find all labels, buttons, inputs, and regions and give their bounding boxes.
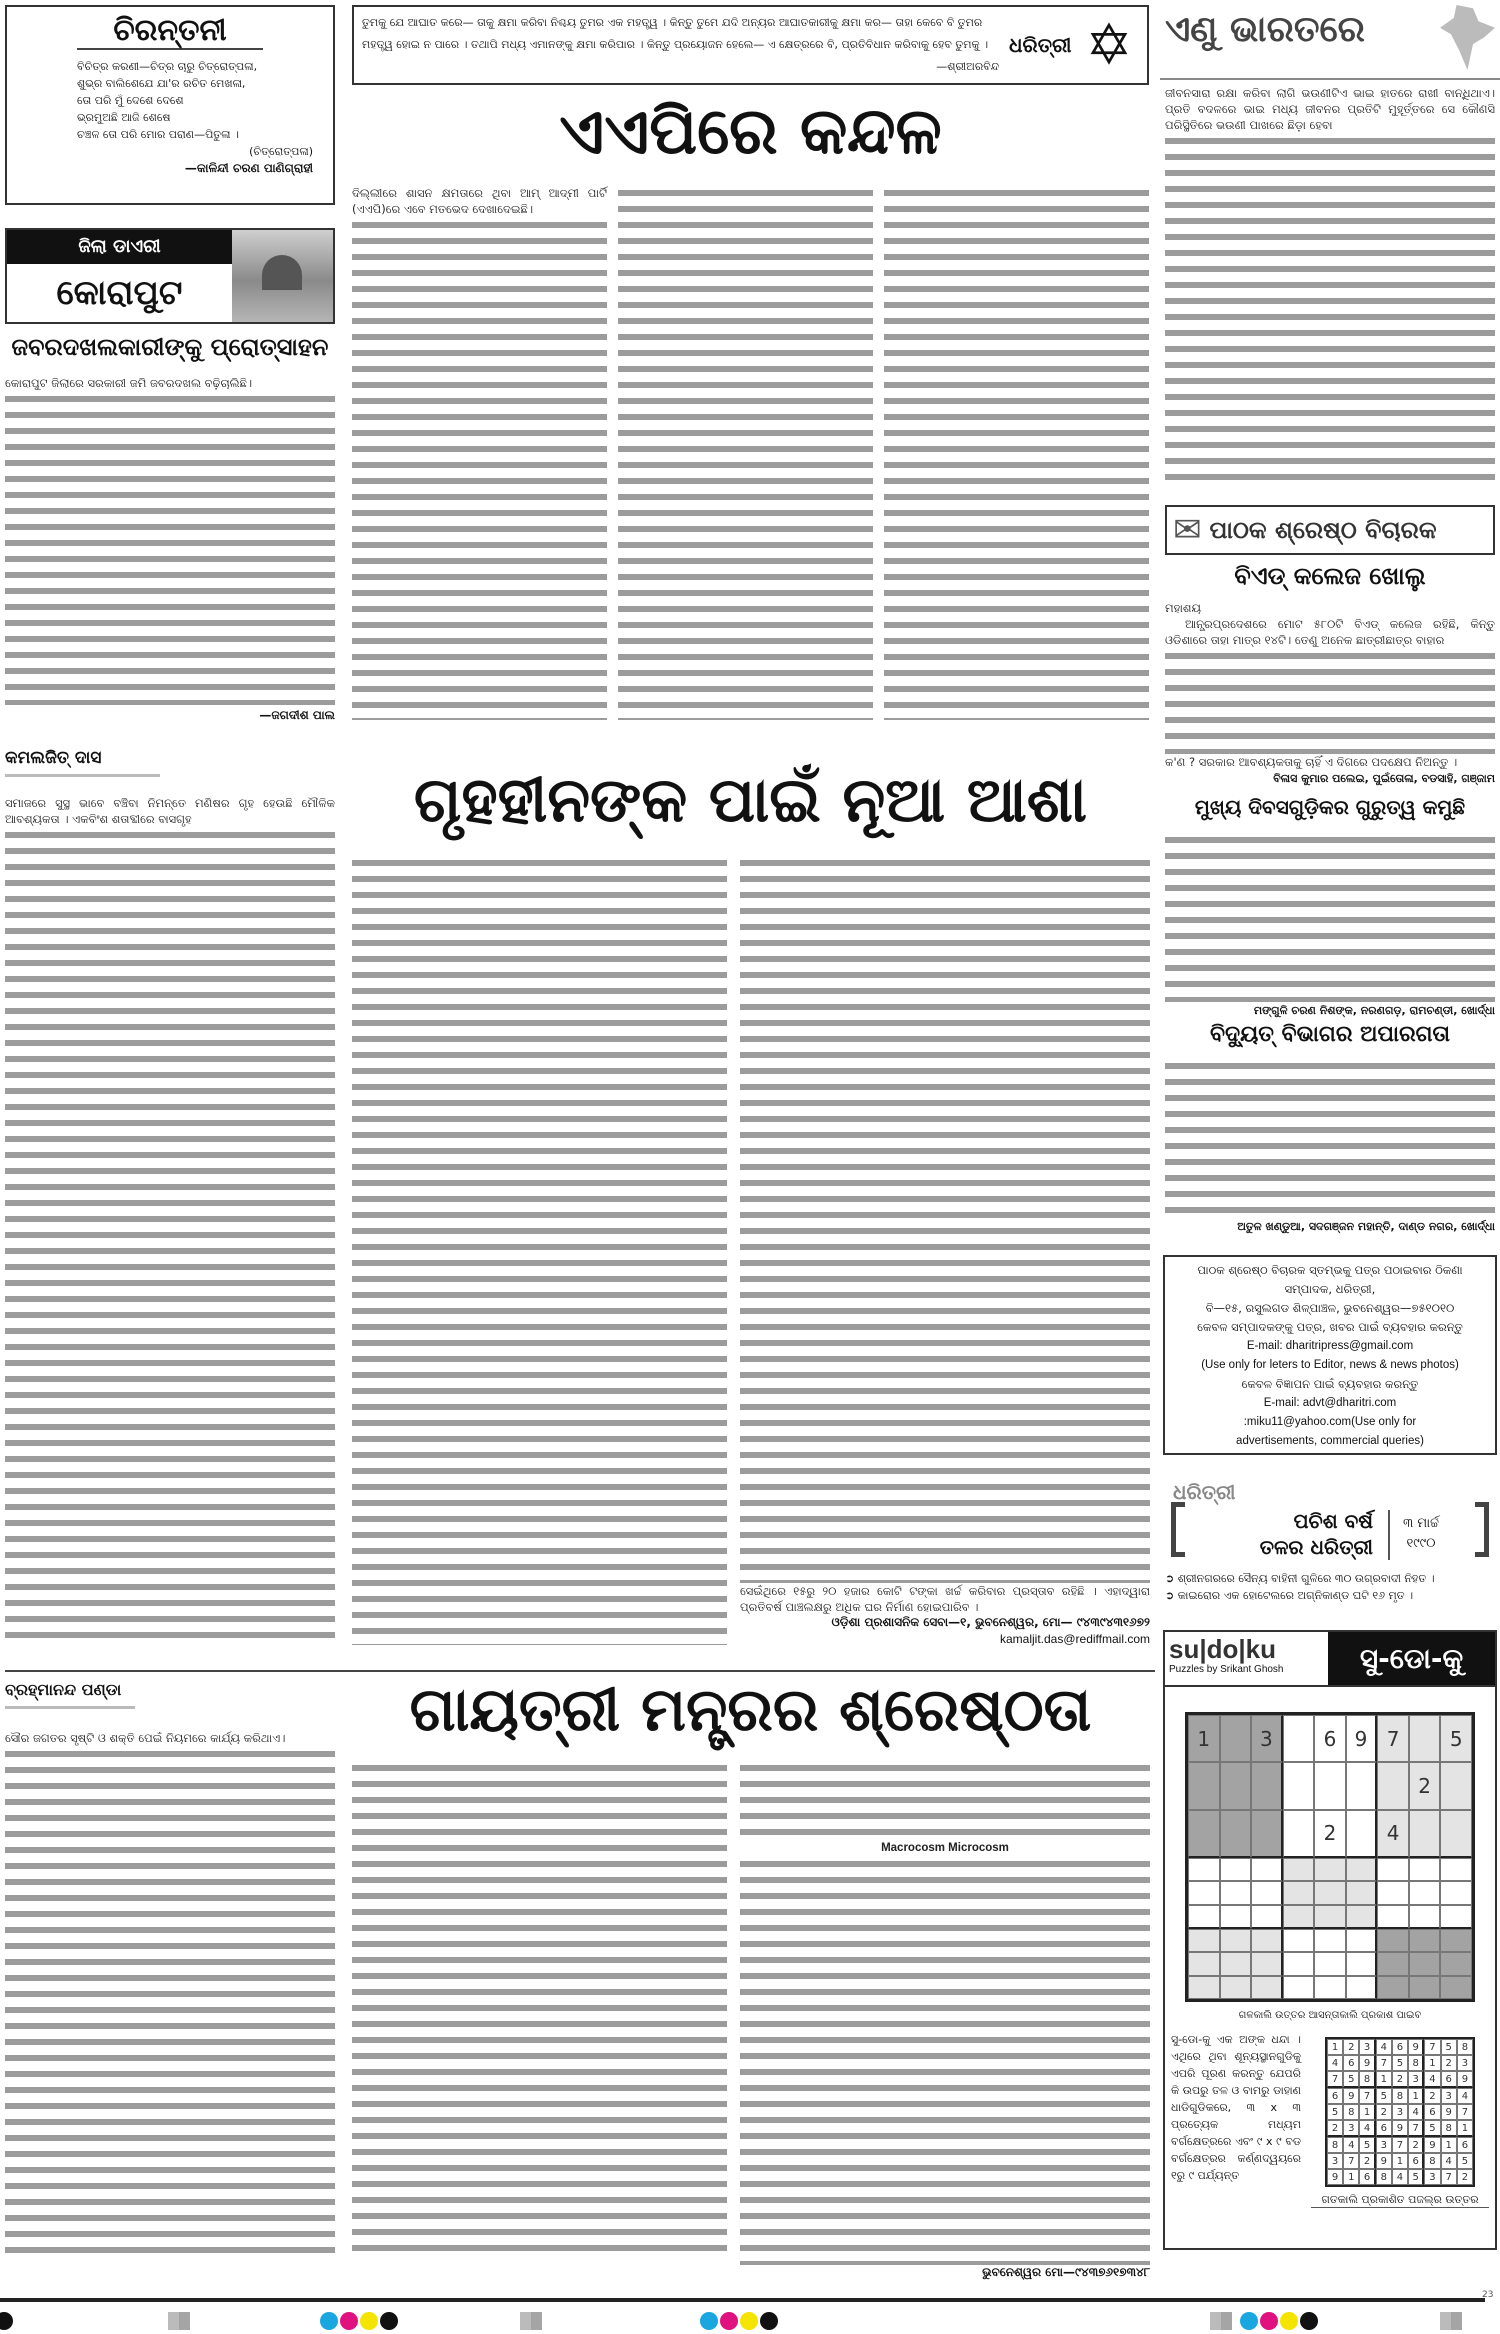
- solution-cell: 6: [1359, 2169, 1375, 2185]
- solution-cell: 8: [1343, 2104, 1359, 2120]
- district-lead: କୋରାପୁଟ ଜିଲାରେ ସରକାରୀ ଜମି ଜବରଦଖଲ ବଢ଼ିଚାଲିଛି।: [5, 376, 253, 390]
- arrow-bullet-icon: ➲: [1165, 1589, 1178, 1602]
- sudoku-cell[interactable]: [1220, 1905, 1252, 1929]
- sudoku-cell[interactable]: [1409, 1905, 1441, 1929]
- sudoku-cell[interactable]: [1314, 1881, 1346, 1904]
- solution-cell: 7: [1359, 2088, 1375, 2104]
- letters-section-title: ପାଠକ ଶ୍ରେଷ୍ଠ ବିଚାରକ: [1209, 516, 1437, 544]
- solution-cell: 4: [1441, 2153, 1457, 2169]
- sudoku-cell[interactable]: [1283, 1810, 1315, 1858]
- color-dots-icon: [1240, 2312, 1320, 2334]
- solution-cell: 9: [1343, 2088, 1359, 2104]
- solution-cell: 4: [1343, 2137, 1359, 2153]
- solution-cell: 8: [1376, 2169, 1392, 2185]
- solution-cell: 8: [1359, 2071, 1375, 2088]
- feature2-headline: ଗାୟତ୍ରୀ ମନ୍ତ୍ରର ଶ୍ରେଷ୍ଠତା: [409, 1675, 1092, 1745]
- solution-cell: 9: [1327, 2169, 1343, 2185]
- sudoku-cell[interactable]: [1251, 1952, 1283, 1975]
- archive-logo: ଧରିତ୍ରୀ: [1173, 1480, 1236, 1504]
- sudoku-cell[interactable]: [1409, 1976, 1441, 1999]
- sudoku-cell[interactable]: 2: [1409, 1762, 1441, 1809]
- page-number: 23: [1482, 2290, 1494, 2300]
- solution-cell: 3: [1441, 2088, 1457, 2104]
- sudoku-cell[interactable]: [1346, 1952, 1378, 1975]
- solution-cell: 4: [1457, 2088, 1473, 2104]
- color-dots-icon: [320, 2312, 400, 2334]
- sudoku-cell[interactable]: [1409, 1810, 1441, 1858]
- sudoku-box: [1163, 1630, 1497, 2250]
- letters-section-header: [1165, 505, 1495, 555]
- article-body-text: [740, 855, 1150, 1583]
- district-diary-label: ଜିଲା ଡାଏରୀ: [7, 230, 232, 264]
- sudoku-cell[interactable]: [1188, 1976, 1220, 1999]
- sudoku-cell[interactable]: [1220, 1762, 1252, 1809]
- solution-cell: 7: [1457, 2104, 1473, 2120]
- sudoku-cell[interactable]: [1346, 1858, 1378, 1881]
- archive-title: ପଚିଶ ବର୍ଷ: [1293, 1509, 1373, 1533]
- solution-cell: 9: [1359, 2055, 1375, 2071]
- solution-cell: 3: [1424, 2169, 1440, 2185]
- feature-closing: ସେଇଁଥିରେ ୧୫ରୁ ୨୦ ହଜାର କୋଟି ଟଙ୍କା ଖର୍ଚ୍ଚ କରିବାର ପ୍ରସ୍ତାବ ରହିଛି । ଏହାଦ୍ୱାରା ପ୍ରତିବର୍ଷ ପାଞ୍ଚଲକ୍ଷରୁ ଅଧିକ ଘର ନିର୍ମାଣ ହୋଇପାରିବ ।: [740, 1584, 1150, 1614]
- solution-cell: 5: [1359, 2137, 1375, 2153]
- solution-cell: 6: [1457, 2137, 1473, 2153]
- sudoku-cell[interactable]: [1251, 1905, 1283, 1929]
- sudoku-cell[interactable]: [1314, 1762, 1346, 1809]
- solution-cell: 3: [1457, 2055, 1473, 2071]
- sudoku-cell[interactable]: [1440, 1929, 1472, 1952]
- color-dots-icon: [0, 2312, 15, 2334]
- solution-cell: 5: [1343, 2071, 1359, 2088]
- sudoku-cell[interactable]: [1314, 1952, 1346, 1975]
- feature-lead: ସମାଜରେ ସୁସ୍ଥ ଭାବେ ବଞ୍ଚିବା ନିମନ୍ତେ ମଣିଷର ଗୃହ ହେଉଛି ମୌଳିକ ଆବଶ୍ୟକତା । ଏକବିଂଶ ଶତାବ୍ଦୀରେ ବାସଗୃହ: [5, 796, 335, 826]
- sudoku-cell[interactable]: [1188, 1810, 1220, 1858]
- feature2-author: ବ୍ରହ୍ମାନନ୍ଦ ପଣ୍ଡା: [5, 1680, 135, 1709]
- poem-line: ବିଚିତ୍ର କରଣୀ—ଚିତ୍ର ଚାରୁ ଚିତ୍ରୋତ୍ପଳା,: [77, 60, 258, 73]
- solution-cell: 1: [1343, 2169, 1359, 2185]
- feature2-author-info: ଭୁବନେଶ୍ୱର ମୋ—୯୪୩୭୬୧୭୩୪୮: [982, 2265, 1150, 2279]
- sudoku-cell[interactable]: [1377, 1905, 1409, 1929]
- sudoku-cell[interactable]: [1220, 1881, 1252, 1904]
- sudoku-cell[interactable]: [1440, 1810, 1472, 1858]
- solution-cell: 8: [1408, 2055, 1424, 2071]
- envelope-pen-icon: ✉: [1173, 510, 1202, 550]
- archive-box: [1163, 1480, 1497, 1565]
- solution-cell: 1: [1457, 2120, 1473, 2137]
- sudoku-cell[interactable]: [1440, 1881, 1472, 1904]
- sudoku-cell[interactable]: [1251, 1858, 1283, 1881]
- article-body-text: [1165, 133, 1495, 490]
- sudoku-cell[interactable]: [1440, 1762, 1472, 1809]
- solution-cell: 7: [1408, 2120, 1424, 2137]
- solution-caption: ଗତକାଲି ପ୍ରକାଶିତ ପଜଲ୍‌ର ଉତ୍ତର: [1311, 2193, 1489, 2208]
- solution-cell: 3: [1408, 2071, 1424, 2088]
- poem-line: ଶୁଭ୍ର ବାଲିଶେଯେ ଯା'ର ରଚିତ ମେଖଳା,: [77, 77, 246, 90]
- poem-line: ଭ୍ରମୁଅଛି ଆଜି ଶେଷେ: [77, 111, 171, 124]
- star-emblem-icon: ✡: [1085, 13, 1133, 78]
- sudoku-cell[interactable]: [1377, 1881, 1409, 1904]
- dharitri-logo: ଧରିତ୍ରୀ: [1009, 33, 1072, 57]
- sudoku-cell[interactable]: [1440, 1858, 1472, 1881]
- sudoku-cell[interactable]: [1188, 1762, 1220, 1809]
- solution-cell: 4: [1376, 2039, 1392, 2055]
- sudoku-cell[interactable]: [1409, 1858, 1441, 1881]
- sudoku-cell[interactable]: [1346, 1976, 1378, 1999]
- archive-item: ➲ ଶ୍ରୀନଗରରେ ସୈନ୍ୟ ବାହିନୀ ଗୁଳିରେ ୩୦ ଉଗ୍ରବାଦୀ ନିହତ ।: [1165, 1572, 1435, 1585]
- article-body-text: [352, 217, 607, 720]
- sudoku-cell[interactable]: [1283, 1905, 1315, 1929]
- solution-cell: 6: [1441, 2071, 1457, 2088]
- sudoku-cell[interactable]: [1283, 1952, 1315, 1975]
- sudoku-cell[interactable]: [1283, 1881, 1315, 1904]
- sudoku-cell[interactable]: [1220, 1810, 1252, 1858]
- footer-rule: [0, 2298, 1485, 2302]
- solution-cell: 7: [1424, 2039, 1440, 2055]
- feature-author: କମଲଜିତ୍ ଦାସ: [5, 748, 160, 777]
- section-title: ଏଣୁ ଭାରତରେ: [1165, 9, 1365, 50]
- article-body-text: [352, 855, 727, 1645]
- address-line: advertisements, commercial queries): [1236, 1435, 1424, 1447]
- sudoku-brand: su|do|ku: [1169, 1634, 1276, 1664]
- solution-cell: 9: [1441, 2104, 1457, 2120]
- solution-cell: 2: [1327, 2120, 1343, 2137]
- sudoku-cell[interactable]: [1251, 1976, 1283, 1999]
- sudoku-cell[interactable]: [1314, 1905, 1346, 1929]
- archive-title: ତଳର ଧରିତ୍ରୀ: [1259, 1535, 1373, 1559]
- gray-square-icon: [168, 2312, 190, 2330]
- article-body-text: [884, 185, 1149, 720]
- chirantani-title: ଚିରନ୍ତନୀ: [77, 13, 263, 50]
- letter-signature: ବିଳାସ କୁମାର ପଲେଇ, ପୁଇଁତୋଳା, ବଡସାହି, ଗଞ୍ଜାମ: [1273, 772, 1495, 785]
- lead-story-lead: ଦିଲ୍ଲୀରେ ଶାସନ କ୍ଷମତାରେ ଥିବା ଆମ୍ ଆଦ୍‌ମୀ ପାର୍ଟି (ଏଏପି)ରେ ଏବେ ମତଭେଦ ଦେଖାଦେଇଛି।: [352, 186, 607, 216]
- letter-signature: ମଙ୍ଗୁଳି ଚରଣ ନିଶଙ୍କ, ନରଣଗଡ଼, ରାମଚଣ୍ଡୀ, ଖୋର୍ଦ୍ଧା: [1253, 1004, 1495, 1017]
- solution-cell: 6: [1424, 2104, 1440, 2120]
- sudoku-cell[interactable]: 5: [1440, 1715, 1472, 1762]
- editor-email-link[interactable]: E-mail: dharitripress@gmail.com: [1246, 1340, 1414, 1352]
- sudoku-cell[interactable]: [1220, 1858, 1252, 1881]
- solution-cell: 7: [1327, 2071, 1343, 2088]
- sudoku-cell[interactable]: 2: [1314, 1810, 1346, 1858]
- sudoku-cell[interactable]: [1188, 1858, 1220, 1881]
- sudoku-cell[interactable]: [1283, 1858, 1315, 1881]
- address-line: ସମ୍ପାଦକ, ଧରିତ୍ରୀ,: [1284, 1282, 1376, 1296]
- solution-cell: 4: [1392, 2169, 1408, 2185]
- yahoo-email-link[interactable]: :miku11@yahoo.com(Use only for: [1243, 1416, 1417, 1428]
- solution-cell: 3: [1327, 2153, 1343, 2169]
- sudoku-cell[interactable]: [1251, 1762, 1283, 1809]
- sudoku-cell[interactable]: [1440, 1952, 1472, 1975]
- solution-cell: 1: [1424, 2055, 1440, 2071]
- sudoku-cell[interactable]: [1314, 1929, 1346, 1952]
- solution-cell: 6: [1327, 2088, 1343, 2104]
- address-box: [1163, 1255, 1497, 1455]
- quote-author: —ଶ୍ରୀଅରବିନ୍ଦ: [936, 60, 999, 73]
- solution-cell: 1: [1392, 2153, 1408, 2169]
- solution-cell: 7: [1392, 2137, 1408, 2153]
- article-body-text: [1165, 648, 1495, 754]
- sudoku-cell[interactable]: 1: [1188, 1715, 1220, 1762]
- advt-email-link[interactable]: E-mail: advt@dharitri.com: [1263, 1397, 1397, 1409]
- solution-cell: 3: [1376, 2137, 1392, 2153]
- solution-cell: 6: [1392, 2039, 1408, 2055]
- quote-text: ତୁମକୁ ଯେ ଆଘାତ କରେ— ତାକୁ କ୍ଷମା କରିବା ନିଶ୍ଚୟ ତୁମର ଏକ ମହତ୍ତ୍ୱ । କିନ୍ତୁ ତୁମେ ଯଦି ଅନ୍ୟର ଆଘାତକାରୀକୁ କ୍ଷମା କର— ତାହା କେବେ ବି ତୁମର ମହତ୍ତ୍ୱ ହୋଇ ନ ପାରେ । ତଥାପି ମଧ୍ୟ ଏମାନଙ୍କୁ କ୍ଷମା କରିପାର । କିନ୍ତୁ ପ୍ରୟୋଜନ ହେଲେ— ଏ କ୍ଷେତ୍ରରେ ବି, ପ୍ରତିବିଧାନ କରିବାକୁ ହେବ ତୁମକୁ ।: [362, 16, 989, 51]
- sudoku-cell[interactable]: [1220, 1929, 1252, 1952]
- sudoku-cell[interactable]: [1346, 1762, 1378, 1809]
- archive-date: ୩ ମାର୍ଚ୍ଚ: [1403, 1516, 1439, 1531]
- archive-date: ୧୯୯୦: [1406, 1536, 1436, 1551]
- letter-title: ବିଦ୍ୟୁତ୍ ବିଭାଗର ଅପାରଗତା: [1209, 1022, 1451, 1047]
- solution-cell: 5: [1457, 2153, 1473, 2169]
- sudoku-cell[interactable]: [1220, 1976, 1252, 1999]
- address-line: ବି—୧୫, ରସୁଲଗଡ ଶିଳ୍ପାଞ୍ଚଳ, ଭୁବନେଶ୍ୱର—୭୫୧୦୧୦: [1205, 1301, 1455, 1315]
- sudoku-cell[interactable]: [1377, 1952, 1409, 1975]
- sudoku-cell[interactable]: [1409, 1929, 1441, 1952]
- article-body-text: [618, 185, 873, 720]
- sudoku-cell[interactable]: [1188, 1881, 1220, 1904]
- solution-cell: 1: [1376, 2071, 1392, 2088]
- poem-author: —କାଳିନ୍ଦୀ ଚରଣ ପାଣିଗ୍ରାହୀ: [184, 161, 313, 175]
- article-body-text: [5, 827, 335, 1645]
- sudoku-cell[interactable]: [1314, 1858, 1346, 1881]
- solution-cell: 7: [1343, 2153, 1359, 2169]
- article-body-text: [5, 1746, 335, 2260]
- solution-cell: 2: [1424, 2088, 1440, 2104]
- sudoku-cell[interactable]: [1440, 1976, 1472, 1999]
- sudoku-credit: Puzzles by Srikant Ghosh: [1169, 1664, 1284, 1675]
- article-body-text: [1165, 832, 1495, 1002]
- solution-cell: 8: [1327, 2137, 1343, 2153]
- sudoku-cell[interactable]: [1188, 1952, 1220, 1975]
- feature2-terms: Macrocosm Microcosm: [881, 1842, 1009, 1854]
- sudoku-cell[interactable]: [1251, 1929, 1283, 1952]
- right-top-lead: ଜୀବନସାରା ରକ୍ଷା କରିବା ଲାଗି ଭଉଣୀଟିଏ ଭାଇ ହାତରେ ରାଖୀ ବାନ୍ଧିଥାଏ। ପ୍ରତି ବଦଳରେ ଭାଇ ମଧ୍ୟ ଜୀବନର ପ୍ରତିଟି ମୁହୂର୍ତ୍ତରେ ସେ କୌଣସି ପରିସ୍ଥିତିରେ ଭଉଣୀ ପାଖରେ ଛିଡ଼ା ହେବା: [1165, 86, 1495, 132]
- solution-cell: 8: [1424, 2153, 1440, 2169]
- solution-cell: 7: [1441, 2169, 1457, 2185]
- solution-cell: 9: [1424, 2137, 1440, 2153]
- solution-cell: 9: [1392, 2120, 1408, 2137]
- solution-cell: 1: [1359, 2104, 1375, 2120]
- poem-line: ତୋ ପରି ମୁଁ ଦେଶେ ଦେଶେ: [77, 94, 184, 107]
- temple-photo: [232, 230, 333, 322]
- sudoku-cell[interactable]: [1377, 1858, 1409, 1881]
- article-body-text: [5, 391, 335, 705]
- feature-headline: ଗୃହହୀନଙ୍କ ପାଇଁ ନୂଆ ଆଶା: [413, 763, 1088, 836]
- sudoku-caption: ଗଳକାଲି ଉତ୍ତର ଆସନ୍ତାକାଲି ପ୍ରକାଶ ପାଇବ: [1238, 2010, 1422, 2021]
- sudoku-cell[interactable]: [1220, 1952, 1252, 1975]
- solution-cell: 2: [1359, 2153, 1375, 2169]
- feature-email[interactable]: kamaljit.das@rediffmail.com: [999, 1632, 1150, 1646]
- solution-cell: 4: [1327, 2055, 1343, 2071]
- chirantani-box: [5, 5, 335, 205]
- feature-author-info: ଓଡ଼ିଶା ପ୍ରଶାସନିକ ସେବା—୧, ଭୁବନେଶ୍ୱର, ମୋ— ୯୪୩୯୪୩୧୬୭୨: [831, 1615, 1150, 1629]
- sudoku-cell[interactable]: 7: [1377, 1715, 1409, 1762]
- quote-box: [352, 5, 1149, 85]
- solution-cell: 5: [1376, 2088, 1392, 2104]
- gray-square-icon: [1440, 2312, 1462, 2330]
- solution-cell: 3: [1392, 2104, 1408, 2120]
- sudoku-cell[interactable]: [1251, 1881, 1283, 1904]
- sudoku-cell[interactable]: [1346, 1905, 1378, 1929]
- sudoku-cell[interactable]: 3: [1251, 1715, 1283, 1762]
- sudoku-cell[interactable]: [1440, 1905, 1472, 1929]
- solution-cell: 2: [1392, 2071, 1408, 2088]
- sudoku-cell[interactable]: [1283, 1762, 1315, 1809]
- solution-cell: 9: [1376, 2153, 1392, 2169]
- sudoku-cell[interactable]: [1220, 1715, 1252, 1762]
- district-headline: ଜବରଦଖଲକାରୀଙ୍କୁ ପ୍ରୋତ୍ସାହନ: [11, 333, 329, 361]
- solution-cell: 6: [1343, 2055, 1359, 2071]
- solution-cell: 4: [1424, 2071, 1440, 2088]
- sudoku-cell[interactable]: [1377, 1976, 1409, 1999]
- article-body-text: [740, 1760, 1150, 1840]
- sudoku-puzzle-grid[interactable]: [1185, 1712, 1475, 2002]
- sudoku-cell[interactable]: [1283, 1929, 1315, 1952]
- gray-square-icon: [520, 2312, 542, 2330]
- poem-line: ଚଞ୍ଚଳ ତୋ ପରି ମୋର ପରାଣ—ପିତୁଳା ।: [77, 128, 239, 141]
- sudoku-cell[interactable]: [1346, 1810, 1378, 1858]
- poem-line: (ଚିତ୍ରୋତ୍ପଳା): [249, 145, 313, 158]
- solution-cell: 5: [1392, 2055, 1408, 2071]
- solution-cell: 9: [1457, 2071, 1473, 2088]
- solution-cell: 8: [1457, 2039, 1473, 2055]
- solution-cell: 8: [1392, 2088, 1408, 2104]
- solution-cell: 8: [1441, 2120, 1457, 2137]
- sudoku-cell[interactable]: [1314, 1976, 1346, 1999]
- solution-cell: 9: [1408, 2039, 1424, 2055]
- sudoku-cell[interactable]: [1377, 1762, 1409, 1809]
- solution-cell: 1: [1327, 2039, 1343, 2055]
- arrow-bullet-icon: ➲: [1165, 1572, 1178, 1585]
- sudoku-cell[interactable]: [1188, 1929, 1220, 1952]
- solution-cell: 3: [1343, 2120, 1359, 2137]
- address-line: କେବଳ ସମ୍ପାଦକଙ୍କୁ ପତ୍ର, ଖବର ପାଇଁ ବ୍ୟବହାର କରନ୍ତୁ: [1197, 1320, 1463, 1334]
- solution-cell: 1: [1441, 2137, 1457, 2153]
- solution-cell: 2: [1441, 2055, 1457, 2071]
- address-line: କେବଳ ବିଜ୍ଞାପନ ପାଇଁ ବ୍ୟବହାର କରନ୍ତୁ: [1241, 1377, 1419, 1391]
- solution-cell: 2: [1457, 2169, 1473, 2185]
- letter-closing: କ'ଣ ? ସରକାର ଆବଶ୍ୟକତାକୁ ଚାହିଁ ଏ ଦିଗରେ ପଦକ୍ଷେପ ନିଅନ୍ତୁ ।: [1165, 755, 1458, 769]
- sudoku-title: ସୁ-ଡୋ-କୁ: [1328, 1632, 1495, 1685]
- solution-cell: 5: [1327, 2104, 1343, 2120]
- solution-cell: 7: [1376, 2055, 1392, 2071]
- registration-marks: [0, 2312, 1500, 2332]
- district-name: କୋରାପୁଟ: [56, 273, 183, 313]
- sudoku-cell[interactable]: [1409, 1715, 1441, 1762]
- sudoku-cell[interactable]: 4: [1377, 1810, 1409, 1858]
- solution-cell: 4: [1408, 2104, 1424, 2120]
- color-dots-icon: [700, 2312, 780, 2334]
- sudoku-cell[interactable]: [1251, 1810, 1283, 1858]
- sudoku-instructions: ସୁ-ଡୋ-କୁ ଏକ ଅଙ୍କ ଧନ୍ଦା । ଏଥିରେ ଥିବା ଶୂନ୍ୟସ୍ଥାନଗୁଡିକୁ ଏପରି ପୂରଣ କରନ୍ତୁ ଯେପରି କି ଉପରୁ ତଳ ଓ ବାମରୁ ଡାହାଣ ଧାଡିଗୁଡିକରେ, ୩ x ୩ ପ୍ରତ୍ୟେକ ମଧ୍ୟମ ବର୍ଗକ୍ଷେତ୍ରରେ ଏବଂ ୯ x ୯ ବଡ ବର୍ଗକ୍ଷେତ୍ରର କର୍ଣ୍ଣଦ୍ୱୟରେ ୧ରୁ ୯ ପର୍ଯ୍ୟନ୍ତ: [1171, 2033, 1301, 2182]
- archive-item: ➲ କାଇରୋର ଏକ ହୋଟେଲରେ ଅଗ୍ନିକାଣ୍ଡ ଘଟି ୧୬ ମୃତ ।: [1165, 1589, 1414, 1602]
- solution-cell: 3: [1359, 2039, 1375, 2055]
- solution-cell: 2: [1408, 2137, 1424, 2153]
- solution-cell: 2: [1343, 2039, 1359, 2055]
- sudoku-solution-grid: [1325, 2037, 1475, 2187]
- sudoku-cell[interactable]: [1283, 1976, 1315, 1999]
- sudoku-cell[interactable]: [1283, 1715, 1315, 1762]
- right-section-header: [1160, 0, 1500, 80]
- solution-cell: 5: [1441, 2039, 1457, 2055]
- lead-headline: ଏଏପିରେ କନ୍ଦଳ: [559, 95, 942, 169]
- solution-cell: 1: [1408, 2088, 1424, 2104]
- letter-title: ବିଏଡ୍ କଲେଜ ଖୋଲୁ: [1234, 562, 1426, 590]
- solution-cell: 4: [1359, 2120, 1375, 2137]
- sudoku-cell[interactable]: 6: [1314, 1715, 1346, 1762]
- sudoku-cell[interactable]: [1346, 1929, 1378, 1952]
- address-line: (Use only for leters to Editor, news & news photos): [1201, 1359, 1459, 1371]
- article-body-text: [1165, 1058, 1495, 1218]
- sudoku-cell[interactable]: [1409, 1881, 1441, 1904]
- feature2-lead: ସୌର ଜଗତର ସୃଷ୍ଟି ଓ ଶକ୍ତି ପେଇଁ ନିୟମରେ କାର୍ଯ୍ୟ କରିଥାଏ।: [5, 1731, 286, 1745]
- sudoku-cell[interactable]: [1188, 1905, 1220, 1929]
- letter-title: ମୁଖ୍ୟ ଦିବସଗୁଡ଼ିକର ଗୁରୁତ୍ୱ କମୁଛି: [1194, 795, 1466, 819]
- sudoku-cell[interactable]: [1377, 1929, 1409, 1952]
- sudoku-cell[interactable]: 9: [1346, 1715, 1378, 1762]
- solution-cell: 2: [1376, 2104, 1392, 2120]
- address-line: ପାଠକ ଶ୍ରେଷ୍ଠ ବିଚାରକ ସ୍ତମ୍ଭକୁ ପତ୍ର ପଠାଇବାର ଠିକଣା: [1197, 1263, 1463, 1277]
- solution-cell: 6: [1376, 2120, 1392, 2137]
- sudoku-cell[interactable]: [1346, 1881, 1378, 1904]
- solution-cell: 6: [1408, 2153, 1424, 2169]
- letter-lead: ଆନ୍ଧ୍ରପ୍ରଦେଶରେ ମୋଟ ୫୮୦ଟି ବିଏଡ୍ କଲେଜ ରହିଛି, କିନ୍ତୁ ଓଡିଶାରେ ତାହା ମାତ୍ର ୧୪ଟି। ତେଣୁ ଅନେକ ଛାତ୍ରୀଛାତ୍ର ବାହାର: [1165, 617, 1495, 647]
- district-diary-box: [5, 228, 335, 324]
- letter-salutation: ମହାଶୟ: [1165, 601, 1201, 615]
- article-body-text: [352, 1760, 727, 2260]
- sudoku-cell[interactable]: [1409, 1952, 1441, 1975]
- solution-cell: 5: [1408, 2169, 1424, 2185]
- district-byline: —ଜଗଦୀଶ ପାଲ: [259, 708, 335, 722]
- gray-square-icon: [1210, 2312, 1232, 2330]
- article-body-text: [740, 1856, 1150, 2265]
- letter-signature: ଅତୁଳ ଖଣ୍ଡୁଆ, ସଦଗଞ୍ଜନ ମହାନ୍ତି, ଦାଣ୍ଡ ନଗର, ଖୋର୍ଦ୍ଧା: [1237, 1220, 1495, 1233]
- solution-cell: 5: [1424, 2120, 1440, 2137]
